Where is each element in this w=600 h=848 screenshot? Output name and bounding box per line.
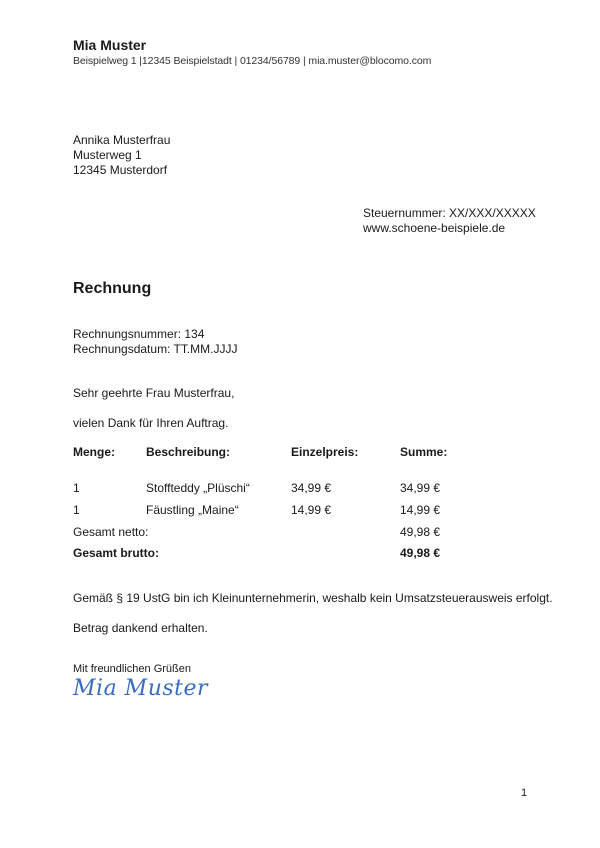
table-header [73, 445, 473, 461]
sender-contact-line: Beispielweg 1 |12345 Beispielstadt | 01234/56789 | mia.muster@blocomo.com [73, 55, 432, 67]
table-row [73, 481, 473, 497]
salutation: Sehr geehrte Frau Musterfrau, [73, 386, 235, 400]
table-row [73, 503, 473, 519]
cell-quantity: 1 [73, 503, 80, 517]
net-total-row [73, 525, 473, 541]
recipient-street: Musterweg 1 [73, 148, 142, 162]
document-title: Rechnung [73, 280, 152, 297]
payment-received: Betrag dankend erhalten. [73, 621, 208, 635]
page-number: 1 [521, 787, 528, 799]
net-total-value: 49,98 € [400, 525, 441, 539]
thanks-text: vielen Dank für Ihren Auftrag. [73, 416, 229, 430]
closing: Mit freundlichen Grüßen [73, 663, 191, 675]
cell-unit-price: 34,99 € [291, 481, 332, 495]
header-description: Beschreibung: [146, 445, 231, 459]
header-quantity: Menge: [73, 445, 115, 459]
invoice-date: Rechnungsdatum: TT.MM.JJJJ [73, 342, 238, 356]
recipient-name: Annika Musterfrau [73, 133, 171, 147]
tax-number: Steuernummer: XX/XXX/XXXXX [363, 206, 536, 220]
gross-total-row [73, 546, 473, 562]
sender-meta [363, 206, 536, 236]
cell-description: Stoffteddy „Plüschi“ [146, 481, 250, 495]
header-unit-price: Einzelpreis: [291, 445, 359, 459]
header-total: Summe: [400, 445, 448, 459]
invoice-info [73, 327, 238, 357]
net-total-label: Gesamt netto: [73, 525, 149, 539]
tax-note: Gemäß § 19 UstG bin ich Kleinunternehmerin, weshalb kein Umsatzsteuerausweis erfolgt. [73, 591, 553, 605]
sender-name: Mia Muster [73, 37, 147, 53]
cell-description: Fäustling „Maine“ [146, 503, 239, 517]
recipient-city: 12345 Musterdorf [73, 163, 168, 177]
cell-quantity: 1 [73, 481, 80, 495]
recipient-address [73, 133, 170, 178]
invoice-number: Rechnungsnummer: 134 [73, 327, 205, 341]
cell-unit-price: 14,99 € [291, 503, 332, 517]
gross-total-value: 49,98 € [400, 546, 441, 560]
gross-total-label: Gesamt brutto: [73, 546, 160, 560]
cell-total: 14,99 € [400, 503, 441, 517]
website: www.schoene-beispiele.de [363, 221, 506, 235]
cell-total: 34,99 € [400, 481, 441, 495]
signature: Mia Muster [73, 676, 209, 701]
